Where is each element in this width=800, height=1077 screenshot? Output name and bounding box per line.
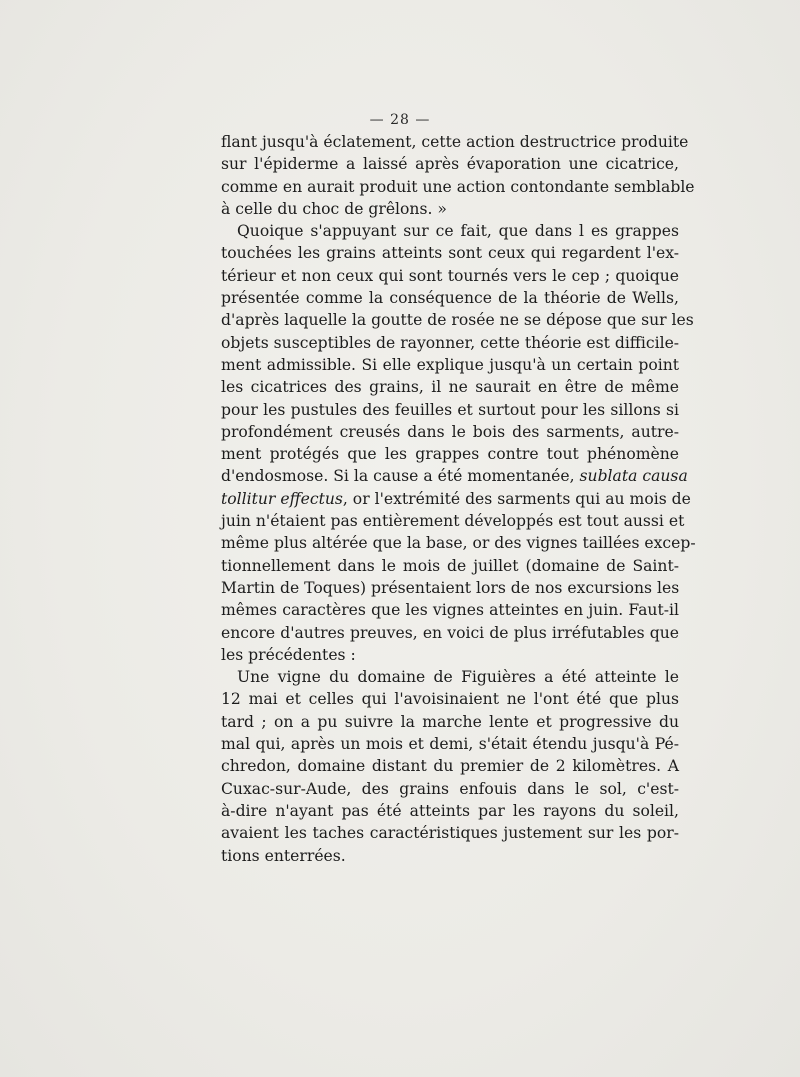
text-segment: , or l'extrémité des sarments qui au mois de — [342, 489, 691, 508]
paragraph-1 — [221, 131, 695, 220]
text-line: ment admissible. Si elle explique jusqu'à un certain point — [221, 355, 679, 374]
text-line: comme en aurait produit une action contondante semblable — [221, 177, 695, 196]
paragraph-3 — [221, 666, 679, 867]
text-line: flant jusqu'à éclatement, cette action destructrice produite — [221, 133, 689, 151]
text-line: tard ; on a pu suivre la marche lente et progressive du — [221, 712, 679, 731]
text-line: juin n'étaient pas entièrement développés est tout aussi et — [221, 512, 685, 531]
text-line: mal qui, après un mois et demi, s'était étendu jusqu'à Pé- — [221, 735, 679, 754]
text-line: d'après laquelle la goutte de rosée ne se dépose que sur les — [221, 311, 694, 330]
text-line: Cuxac-sur-Aude, des grains enfouis dans le sol, c'est- — [221, 779, 679, 798]
text-line: à celle du choc de grêlons. » — [221, 199, 447, 218]
text-line: avaient les taches caractéristiques justement sur les por- — [221, 824, 679, 843]
text-line: tionnellement dans le mois de juillet (domaine de Saint- — [221, 556, 679, 575]
text-line: présentée comme la conséquence de la théorie de Wells, — [221, 289, 679, 308]
text-line: touchées les grains atteints sont ceux qui regardent l'ex- — [221, 244, 679, 263]
italic-text: sublata causa — [579, 467, 688, 486]
text-line: sur l'épiderme a laissé après évaporation une cicatrice, — [221, 155, 679, 174]
text-line: pour les pustules des feuilles et surtout pour les sillons si — [221, 400, 679, 419]
text-line: 12 mai et celles qui l'avoisinaient ne l'ont été que plus — [221, 690, 679, 709]
text-line: à-dire n'ayant pas été atteints par les rayons du soleil, — [221, 801, 679, 820]
body-text — [221, 131, 696, 867]
text-segment: d'endosmose. Si la cause a été momentanée, — [221, 467, 575, 486]
text-line: objets susceptibles de rayonner, cette théorie est difficile- — [221, 333, 680, 352]
text-line-mixed — [221, 465, 688, 487]
italic-text: tollitur effectus — [221, 489, 343, 508]
text-line: encore d'autres preuves, en voici de plus irréfutables que — [221, 623, 679, 642]
text-line: ment protégés que les grappes contre tout phénomène — [221, 445, 679, 464]
text-line-mixed — [221, 488, 691, 510]
text-line: Une vigne du domaine de Figuières a été atteinte le — [237, 668, 679, 687]
text-line: mêmes caractères que les vignes atteintes en juin. Faut-il — [221, 601, 679, 620]
text-line: Martin de Toques) présentaient lors de nos excursions les — [221, 578, 680, 597]
text-line: térieur et non ceux qui sont tournés vers le cep ; quoique — [221, 266, 679, 285]
text-line: profondément creusés dans le bois des sarments, autre- — [221, 422, 679, 441]
text-line: les cicatrices des grains, il ne saurait en être de même — [221, 378, 679, 397]
text-line: tions enterrées. — [221, 846, 346, 865]
page-number: — 28 — — [369, 112, 431, 128]
text-line: chredon, domaine distant du premier de 2 kilomètres. A — [221, 757, 679, 776]
paragraph-2 — [221, 220, 696, 666]
text-line: les précédentes : — [221, 645, 356, 664]
text-line: Quoique s'appuyant sur ce fait, que dans l es grappes — [237, 222, 679, 241]
text-line: même plus altérée que la base, or des vignes taillées excep- — [221, 534, 696, 553]
